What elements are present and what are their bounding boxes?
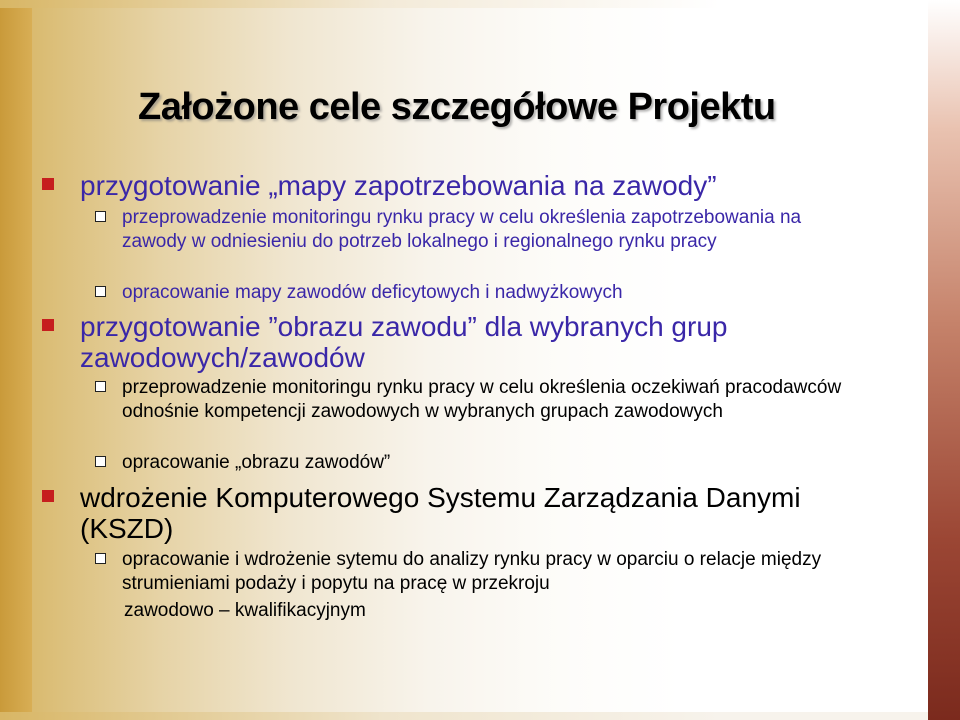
slide-title: Założone cele szczegółowe Projektu [138,86,776,128]
checkbox-bullet-icon [95,553,106,564]
square-bullet-icon [42,490,54,502]
left-decor-bar [0,0,32,720]
square-bullet-icon [42,178,54,190]
level2-item [122,376,862,424]
level1-item [80,311,860,373]
level2-item-text: przeprowadzenie monitoringu rynku pracy w celu określenia oczekiwań pracodawców odnośnie kompetencji zawodowych w wybranych grupach zawodowych [122,377,842,422]
bottom-decor-band [0,712,960,720]
level1-item [80,170,860,201]
level2-item-text: opracowanie mapy zawodów deficytowych i nadwyżkowych [122,282,623,303]
level2-item [122,206,862,254]
checkbox-bullet-icon [95,211,106,222]
right-decor-bar [928,0,960,720]
top-decor-band [0,0,960,8]
level2-item-text: przeprowadzenie monitoringu rynku pracy w celu określenia zapotrzebowania na zawody w odniesieniu do potrzeb lokalnego i regionalnego rynku pracy [122,207,802,252]
continuation-line: zawodowo – kwalifikacyjnym [124,600,366,621]
level2-item-text: opracowanie „obrazu zawodów” [122,452,391,473]
level1-item-text: wdrożenie Komputerowego Systemu Zarządzania Danymi (KSZD) [80,482,801,544]
level2-item [122,451,862,475]
level2-item [122,281,862,305]
level1-item-text: przygotowanie „mapy zapotrzebowania na zawody” [80,170,717,201]
level2-item-text: opracowanie i wdrożenie sytemu do analizy rynku pracy w oparciu o relacje między strumieniami podaży i popytu na pracę w przekroju [122,549,822,594]
checkbox-bullet-icon [95,456,106,467]
square-bullet-icon [42,319,54,331]
level2-item [122,548,862,596]
checkbox-bullet-icon [95,286,106,297]
level1-item [80,482,860,544]
checkbox-bullet-icon [95,381,106,392]
level1-item-text: przygotowanie ”obrazu zawodu” dla wybranych grup zawodowych/zawodów [80,311,728,373]
